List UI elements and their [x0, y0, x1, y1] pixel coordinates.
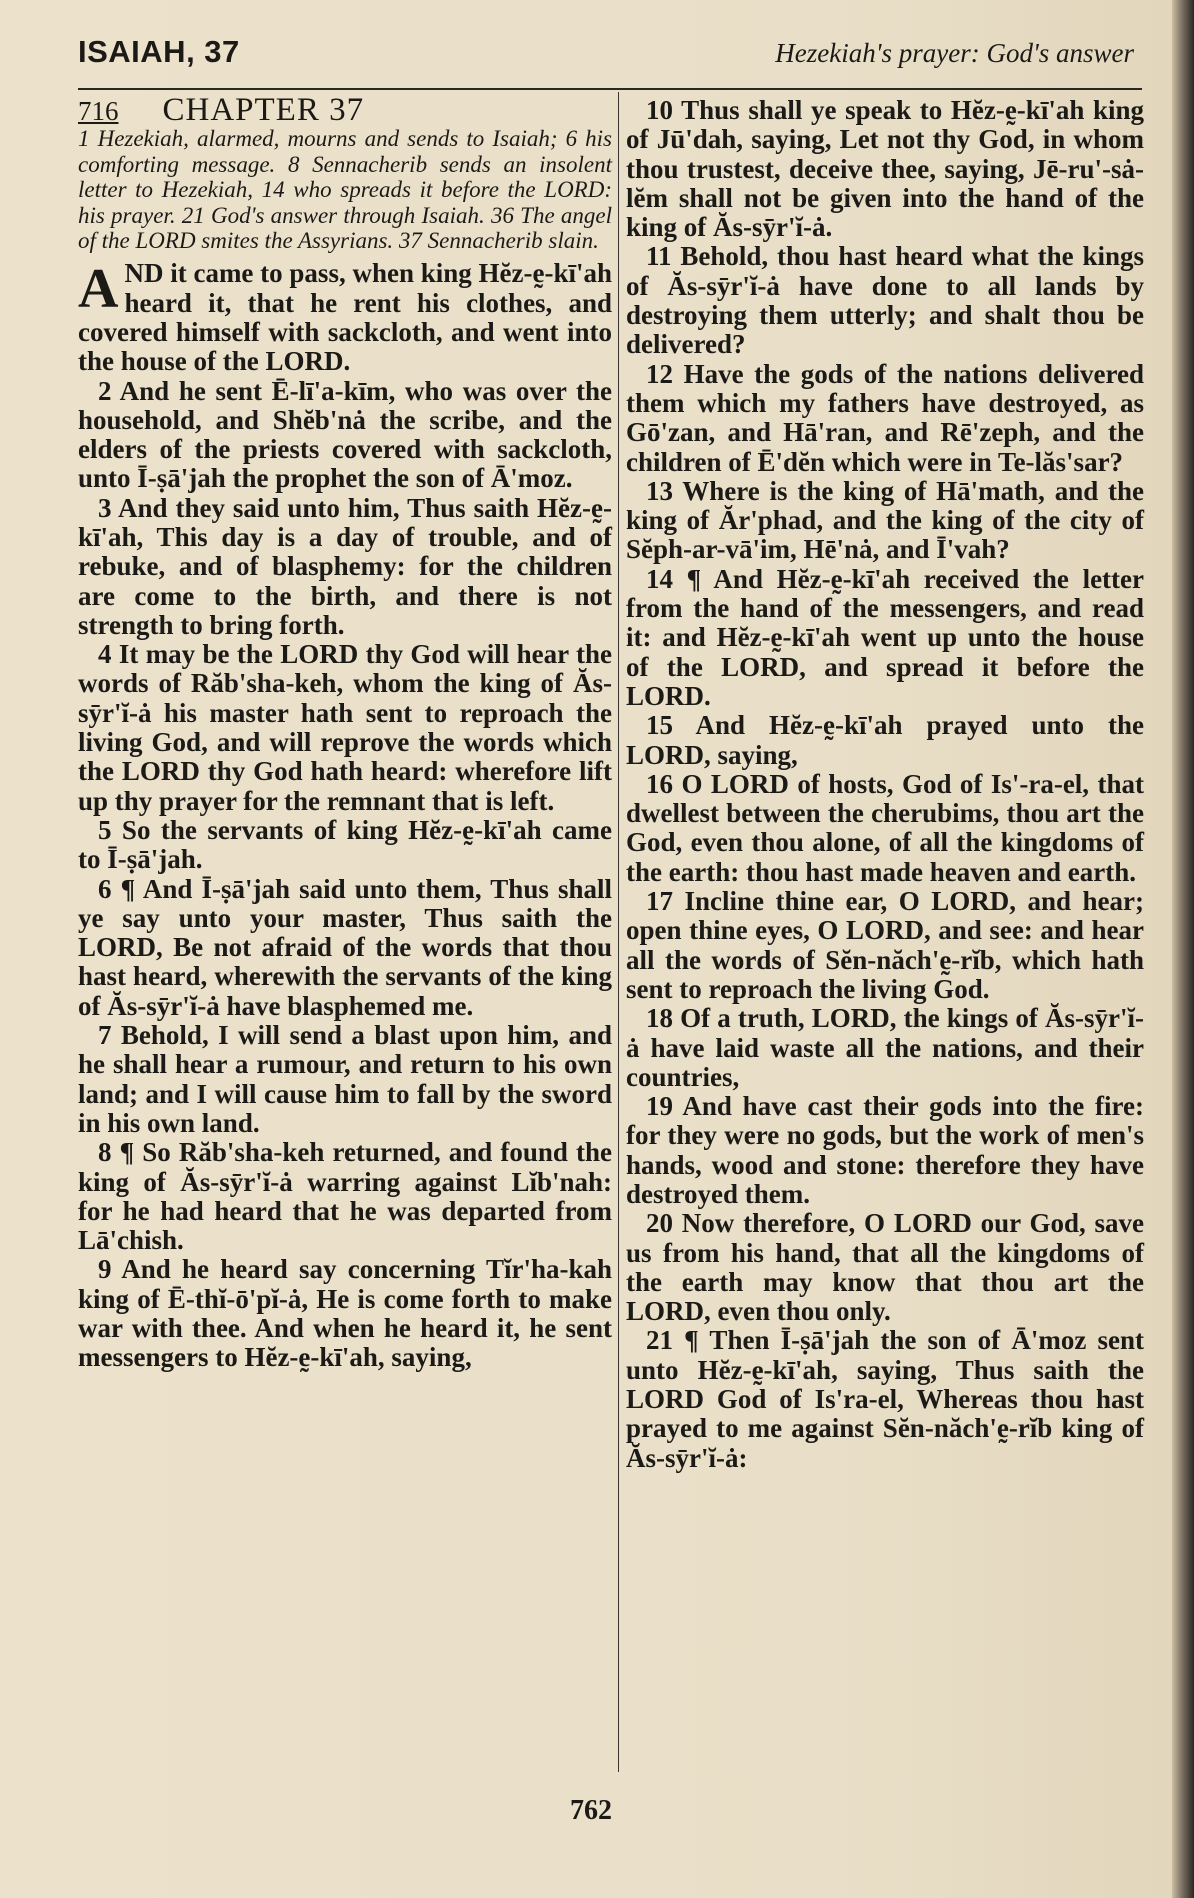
verse-17: 17 Incline thine ear, O LORD, and hear; open thine eyes, O LORD, and see: and hear all the words of Sĕn-năch'ḛ-rĭb, which hath sent to reproach the living God. [626, 886, 1144, 1004]
verse-2: 2 And he sent Ē-lī'a-kīm, who was over the household, and Shĕb'nȧ the scribe, and the elders of the priests covered with sackcloth, unto Ī-ṣā'jah the prophet the son of Ā'moz. [78, 375, 612, 494]
verse-6: 6 ¶ And Ī-ṣā'jah said unto them, Thus shall ye say unto your master, Thus saith the LORD, Be not afraid of the words that thou hast heard, wherewith the servants of the king of Ăs-sȳr'ĭ-ȧ have blasphemed me. [78, 873, 612, 1021]
book-spine-shadow [1172, 0, 1194, 1898]
book-chapter-heading: ISAIAH, 37 [78, 34, 240, 69]
verse-19: 19 And have cast their gods into the fire: for they were no gods, but the work of men's hands, wood and stone: therefore they have destroyed them. [626, 1091, 1144, 1209]
verse-21: 21 ¶ Then Ī-ṣā'jah the son of Ā'moz sent unto Hĕz-ḛ-kī'ah, saying, Thus saith the LORD God of Is'ra-el, Whereas thou hast prayed to me against Sĕn-năch'ḛ-rĭb king of Ăs-sȳr'ĭ-ȧ: [626, 1325, 1144, 1473]
verse-15: 15 And Hĕz-ḛ-kī'ah prayed unto the LORD, saying, [626, 710, 1144, 770]
verse-8: 8 ¶ So Răb'sha-keh returned, and found the king of Ăs-sȳr'ĭ-ȧ warring against Lĭb'nah: for he had heard that he was departed from Lā'chish. [78, 1137, 612, 1256]
verse-1-text: ND it came to pass, when king Hĕz-ḛ-kī'ah heard it, that he rent his clothes, and covered himself with sackcloth, and went into the house of the LORD. [78, 258, 612, 377]
page-topic-heading: Hezekiah's prayer: God's answer [775, 38, 1134, 68]
verse-4: 4 It may be the LORD thy God will hear the words of Răb'sha-keh, whom the king of Ăs-sȳr'ĭ-ȧ his master hath sent to reproach the living God, and will reprove the words which the LORD thy God hath heard: wherefore lift up thy prayer for the remnant that is left. [78, 639, 612, 816]
chapter-heading [78, 92, 612, 128]
verse-16: 16 O LORD of hosts, God of Is'-ra-el, that dwellest between the cherubims, thou art the God, even thou alone, of all the kingdoms of the earth: thou hast made heaven and earth. [626, 768, 1144, 887]
right-column [626, 96, 1144, 1473]
verse-18: 18 Of a truth, LORD, the kings of Ăs-sȳr'ĭ-ȧ have laid waste all the nations, and their countries, [626, 1003, 1144, 1092]
verse-11: 11 Behold, thou hast heard what the kings of Ăs-sȳr'ĭ-ȧ have done to all lands by destroying them utterly; and shalt thou be delivered? [626, 241, 1144, 360]
running-header [78, 34, 1134, 82]
column-divider [618, 92, 619, 1772]
header-rule [78, 88, 1142, 90]
verse-20: 20 Now therefore, O LORD our God, save us from his hand, that all the kingdoms of the earth may know that thou art the LORD, even thou only. [626, 1208, 1144, 1327]
verse-1 [78, 259, 612, 376]
page-number: 762 [570, 1795, 612, 1826]
chapter-title: CHAPTER 37 [162, 92, 365, 128]
chapter-ref-number: 716 [78, 96, 119, 126]
chapter-summary: 1 Hezekiah, alarmed, mourns and sends to Isaiah; 6 his comforting message. 8 Sennacherib sends an insolent letter to Hezekiah, 14 who spreads it before the LORD: his prayer. 21 God's answer through Isaiah. 36 The angel of the LORD smites the Assyrians. 37 Sennacherib slain. [78, 126, 612, 253]
verse-5: 5 So the servants of king Hĕz-ḛ-kī'ah came to Ī-ṣā'jah. [78, 814, 612, 875]
verse-14: 14 ¶ And Hĕz-ḛ-kī'ah received the letter from the hand of the messengers, and read it: and Hĕz-ḛ-kī'ah went up unto the house of the LORD, and spread it before the LORD. [626, 563, 1144, 711]
verse-7: 7 Behold, I will send a blast upon him, and he shall hear a rumour, and return to his own land; and I will cause him to fall by the sword in his own land. [78, 1020, 612, 1138]
left-column [78, 92, 612, 1373]
drop-cap: A [78, 258, 119, 321]
verse-10: 10 Thus shall ye speak to Hĕz-ḛ-kī'ah king of Jū'dah, saying, Let not thy God, in whom thou trustest, deceive thee, saying, Jē-ru'-sȧ-lĕm shall not be given into the hand of the king of Ăs-sȳr'ĭ-ȧ. [626, 95, 1144, 243]
verse-3: 3 And they said unto him, Thus saith Hĕz-ḛ-kī'ah, This day is a day of trouble, and of rebuke, and of blasphemy: for the children are come to the birth, and there is not strength to bring forth. [78, 492, 612, 640]
verse-9: 9 And he heard say concerning Tĭr'ha-kah king of Ē-thĭ-ō'pĭ-ȧ, He is come forth to make war with thee. And when he heard it, he sent messengers to Hĕz-ḛ-kī'ah, saying, [78, 1254, 612, 1373]
verse-13: 13 Where is the king of Hā'math, and the king of Ăr'phad, and the king of the city of Sĕph-ar-vā'im, Hē'nȧ, and Ī'vah? [626, 475, 1144, 565]
verse-12: 12 Have the gods of the nations delivered them which my fathers have destroyed, as Gō'zan, and Hā'ran, and Rē'zeph, and the children of Ē'dĕn which were in Te-lăs'sar? [626, 358, 1144, 477]
